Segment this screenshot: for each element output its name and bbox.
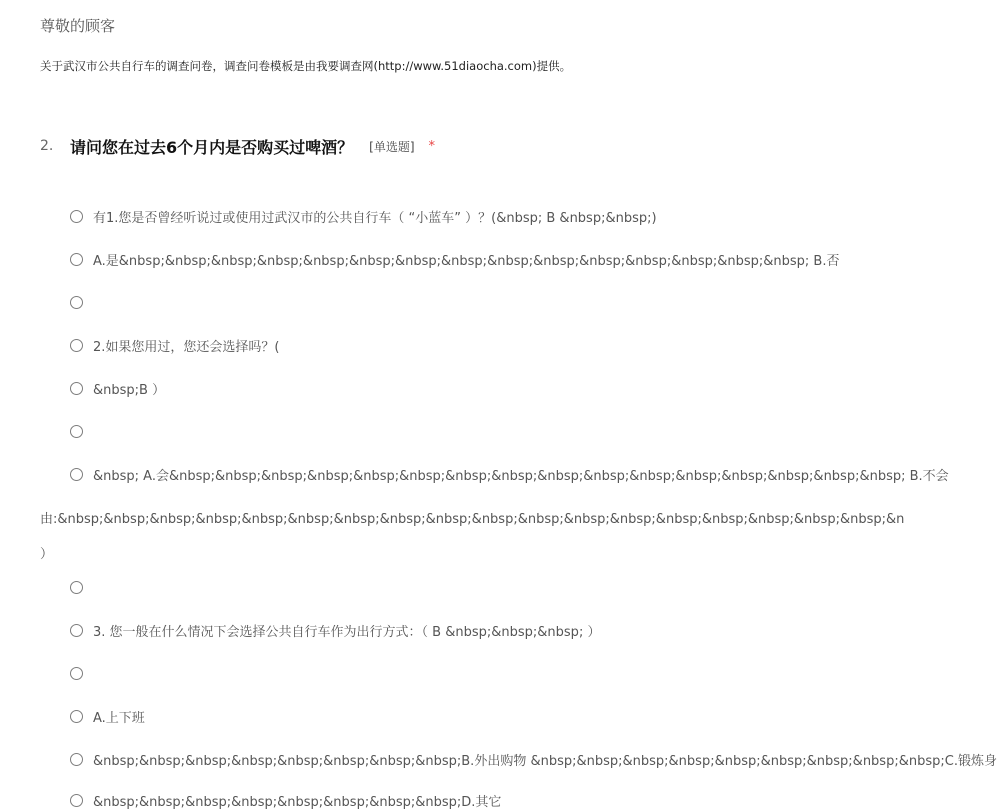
option-label[interactable]: A.是&nbsp;&nbsp;&nbsp;&nbsp;&nbsp;&nbsp;&nbsp;&nbsp;&nbsp;&nbsp;&nbsp;&nbsp;&nbsp;&nbsp;&nbsp; B.否 [93,253,840,269]
option-label-continuation: 由:&nbsp;&nbsp;&nbsp;&nbsp;&nbsp;&nbsp;&nbsp;&nbsp;&nbsp;&nbsp;&nbsp;&nbsp;&nbsp;&nbsp;&nbsp;&nbsp;&nbsp;&nbsp;&n [40,512,905,527]
option-row[interactable] [70,464,949,484]
radio-button[interactable] [70,624,83,637]
question-title: 请问您在过去6个月内是否购买过啤酒？ [70,137,354,157]
radio-button[interactable] [70,794,83,807]
radio-button[interactable] [70,253,83,266]
option-row[interactable] [70,421,93,441]
radio-button[interactable] [70,425,83,438]
radio-button[interactable] [70,667,83,680]
radio-button[interactable] [70,581,83,594]
radio-button[interactable] [70,296,83,309]
radio-button[interactable] [70,753,83,766]
radio-button[interactable] [70,710,83,723]
option-label[interactable]: 2.如果您用过，您还会选择吗？( [93,339,280,355]
option-label-continuation: ） [40,547,54,562]
survey-greeting: 尊敬的顾客 [40,17,116,35]
option-row[interactable] [70,620,600,640]
option-row[interactable] [70,577,93,597]
option-row[interactable] [70,249,839,269]
radio-button[interactable] [70,210,83,223]
option-row[interactable] [70,706,145,726]
option-label[interactable]: &nbsp; A.会&nbsp;&nbsp;&nbsp;&nbsp;&nbsp;&nbsp;&nbsp;&nbsp;&nbsp;&nbsp;&nbsp;&nbsp;&nbsp;&nbsp;&nbsp;&nbsp; B.不会 [93,468,949,484]
option-row[interactable] [70,749,997,769]
question-header [40,134,435,158]
option-row[interactable] [70,292,93,312]
option-label[interactable]: &nbsp;B ） [93,382,166,398]
required-mark: * [428,138,436,154]
radio-button[interactable] [70,339,83,352]
radio-button[interactable] [70,468,83,481]
question-number: 2. [40,138,54,154]
option-row[interactable] [70,790,501,810]
option-label[interactable]: 有1.您是否曾经听说过或使用过武汉市的公共自行车（ “小蓝车” ）？(&nbsp; B &nbsp;&nbsp;) [93,210,657,226]
option-label[interactable]: &nbsp;&nbsp;&nbsp;&nbsp;&nbsp;&nbsp;&nbsp;&nbsp;D.其它 [93,794,502,810]
option-row[interactable] [70,206,657,226]
option-label[interactable]: 3. 您一般在什么情况下会选择公共自行车作为出行方式：（ B &nbsp;&nbsp;&nbsp; ） [93,624,601,640]
option-row[interactable] [70,663,93,683]
option-row[interactable] [70,335,279,355]
survey-intro: 关于武汉市公共自行车的调查问卷，调查问卷模板是由我要调查网(http://www.51diaocha.com)提供。 [40,59,572,73]
option-label[interactable]: A.上下班 [93,710,145,726]
question-type-label: [单选题] [369,139,415,154]
radio-button[interactable] [70,382,83,395]
option-label[interactable]: &nbsp;&nbsp;&nbsp;&nbsp;&nbsp;&nbsp;&nbsp;&nbsp;B.外出购物 &nbsp;&nbsp;&nbsp;&nbsp;&nbsp;&nbsp;&nbsp;&nbsp;&nbsp;C.锻炼身 [93,753,997,769]
option-row[interactable] [70,378,165,398]
